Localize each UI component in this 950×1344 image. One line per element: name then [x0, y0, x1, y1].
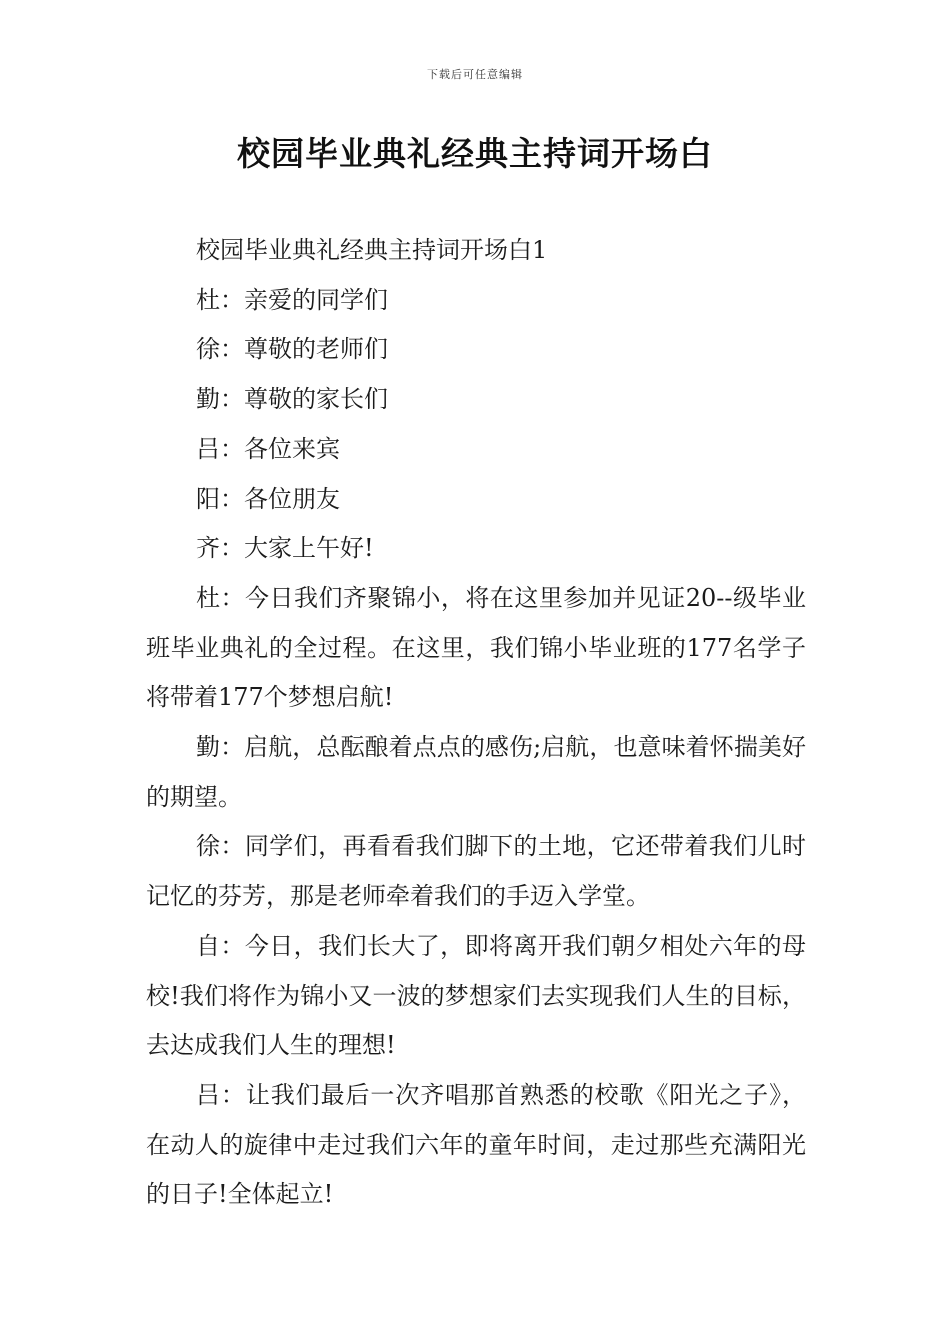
- paragraph: 勤：启航，总酝酿着点点的感伤;启航，也意味着怀揣美好的期望。: [146, 733, 806, 811]
- paragraph: 杜：亲爱的同学们: [196, 285, 388, 314]
- paragraph: 阳：各位朋友: [196, 484, 340, 513]
- paragraph: 吕：让我们最后一次齐唱那首熟悉的校歌《阳光之子》，在动人的旋律中走过我们六年的童年时间，走过那些充满阳光的日子!全体起立!: [146, 1080, 806, 1209]
- paragraph: 勤：尊敬的家长们: [196, 385, 388, 414]
- paragraph: 徐：尊敬的老师们: [196, 335, 388, 364]
- paragraph: 杜：今日我们齐聚锦小，将在这里参加并见证20--级毕业班毕业典礼的全过程。在这里，我们锦小毕业班的177名学子将带着177个梦想启航!: [146, 583, 806, 712]
- header-note: 下载后可任意编辑: [427, 68, 523, 81]
- document-title: 校园毕业典礼经典主持词开场白: [237, 134, 713, 173]
- paragraph: 齐：大家上午好!: [196, 534, 374, 563]
- paragraph: 徐：同学们，再看看我们脚下的土地，它还带着我们儿时记忆的芬芳，那是老师牵着我们的手迈入学堂。: [146, 832, 806, 911]
- paragraph: 自：今日，我们长大了，即将离开我们朝夕相处六年的母校!我们将作为锦小又一波的梦想家们去实现我们人生的目标，去达成我们人生的理想!: [146, 931, 806, 1060]
- paragraph-subtitle: 校园毕业典礼经典主持词开场白1: [196, 236, 548, 264]
- document-body: [146, 226, 806, 1220]
- paragraph: 吕：各位来宾: [196, 434, 340, 463]
